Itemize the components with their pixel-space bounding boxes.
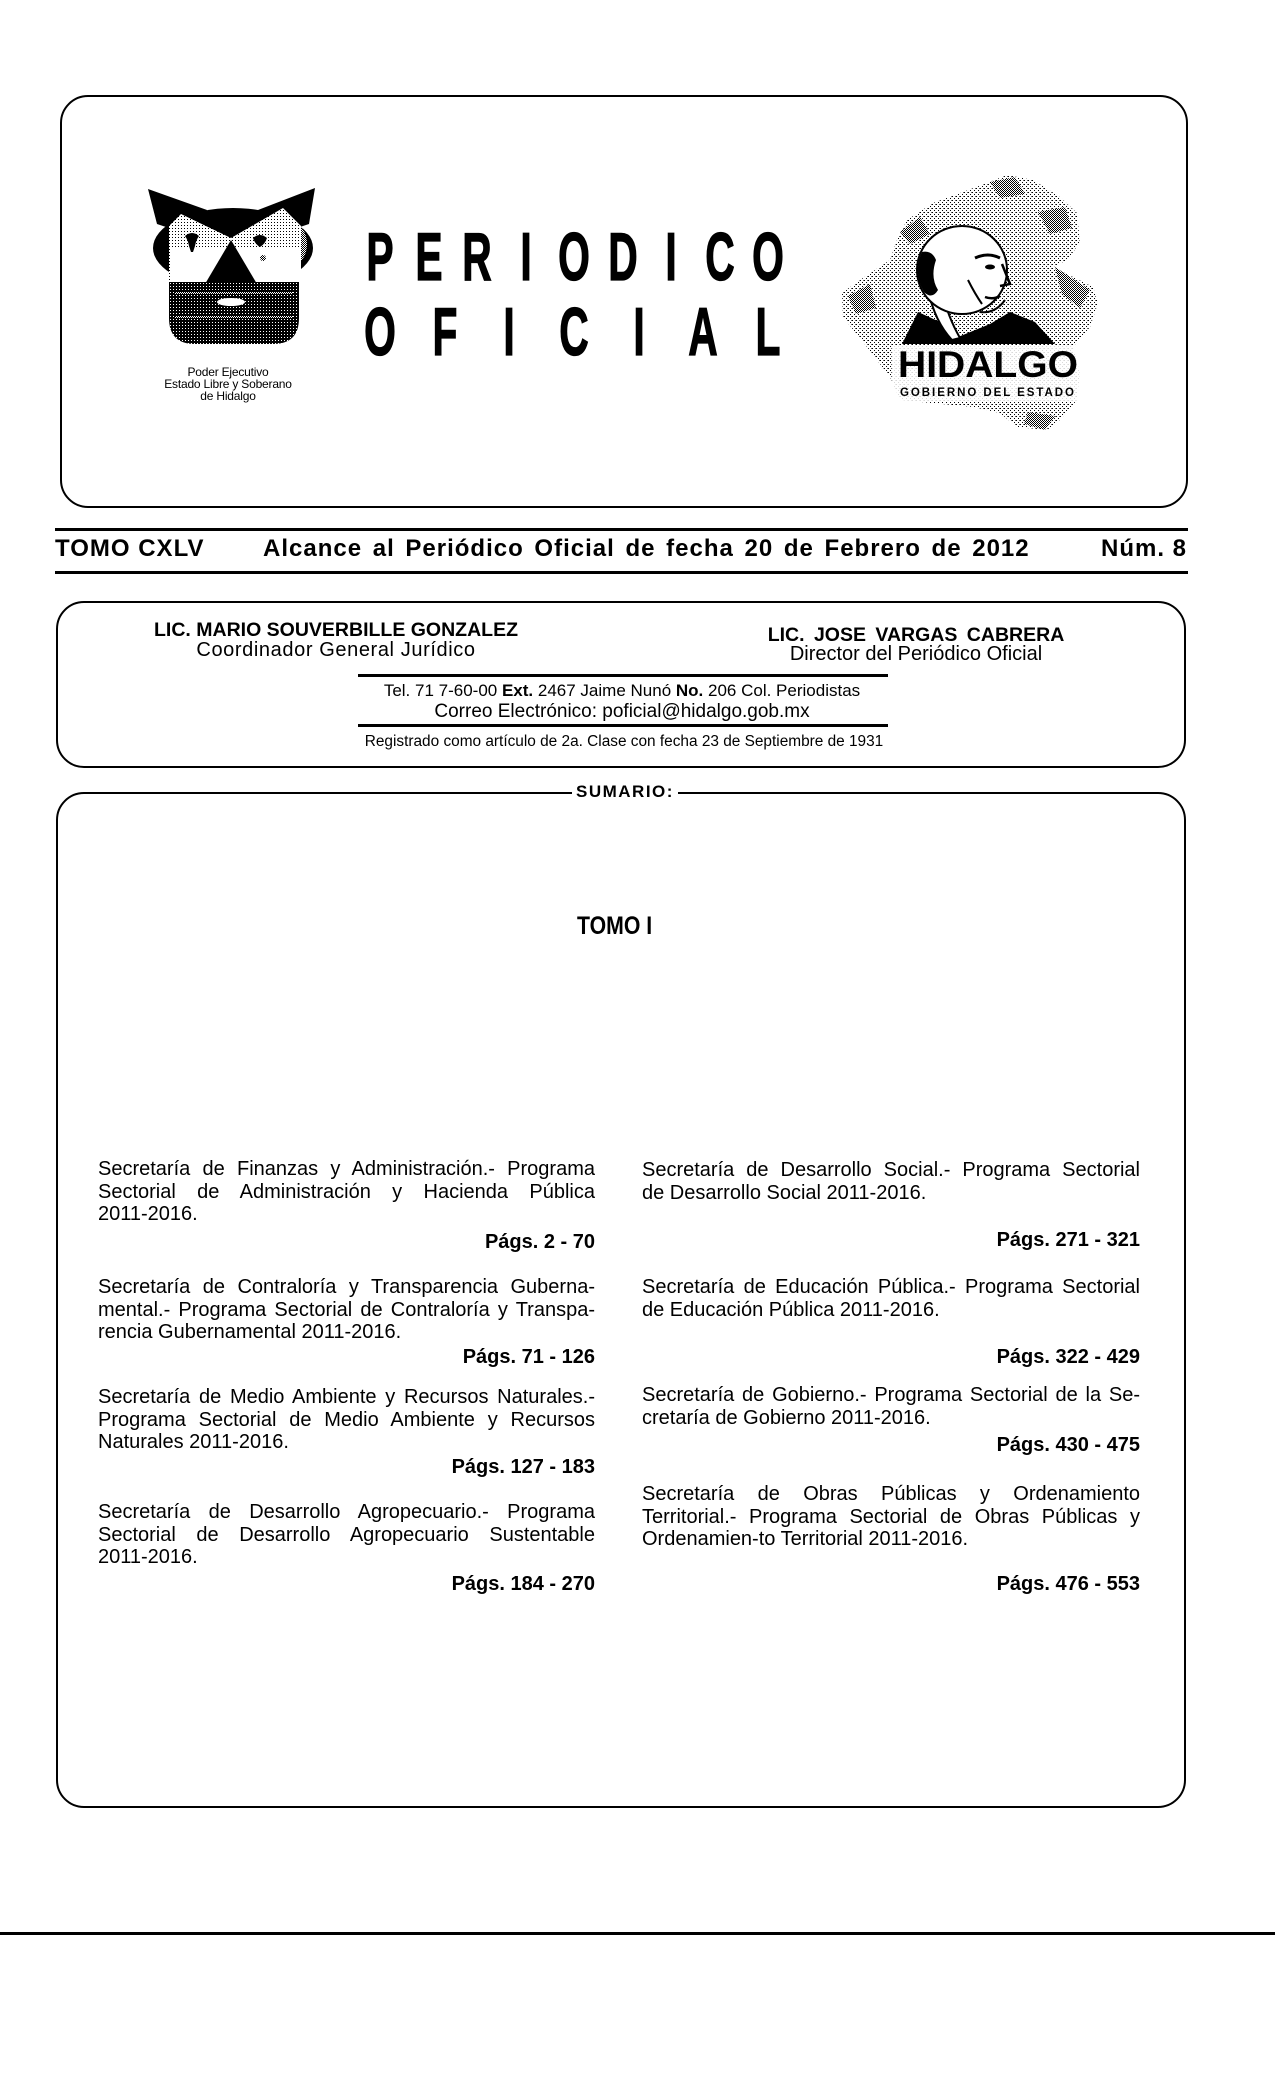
title-letter: O xyxy=(364,294,396,370)
summary-entry xyxy=(642,1276,1140,1321)
page-bottom-rule xyxy=(0,1932,1275,1935)
volume-number: TOMO CXLV xyxy=(55,535,205,562)
title-letter: I xyxy=(665,219,677,295)
email-address: poficial@hidalgo.gob.mx xyxy=(602,701,810,722)
registration-note: Registrado como artículo de 2a. Clase con fecha 23 de Septiembre de 1931 xyxy=(364,733,884,750)
entry-line: Ordenamien-to Territorial 2011-2016. xyxy=(642,1528,969,1551)
contact-bottom-rule xyxy=(358,724,888,727)
summary-entry xyxy=(98,1386,595,1454)
entry-line: Secretaría de Obras Públicas y Ordenamiento xyxy=(642,1483,1140,1505)
official-title-right: Director del Periódico Oficial xyxy=(789,643,1043,665)
entry-pages: Págs. 184 - 270 xyxy=(451,1573,595,1595)
entry-line: Secretaría de Desarrollo Agropecuario.- Programa xyxy=(98,1501,595,1523)
entry-line: Secretaría de Finanzas y Administración.- Programa xyxy=(98,1158,595,1180)
phone-number: Tel. 71 7-60-00 xyxy=(383,681,498,700)
state-coat-of-arms-icon xyxy=(145,186,320,346)
entry-line: de Educación Pública 2011-2016. xyxy=(642,1298,940,1321)
publication-title-line-2 xyxy=(364,294,783,370)
title-letter: I xyxy=(519,219,532,295)
title-letter: F xyxy=(432,294,458,370)
entry-line: 2011-2016. xyxy=(98,1546,198,1569)
emblem-caption-line: Poder Ejecutivo xyxy=(187,365,269,379)
entry-line: Sectorial de Administración y Hacienda Pública xyxy=(98,1180,595,1203)
entry-line: Secretaría de Gobierno.- Programa Sectorial de la Se- xyxy=(642,1384,1140,1406)
title-letter: P xyxy=(366,219,394,295)
entry-line: Secretaría de Educación Pública.- Programa Sectorial xyxy=(642,1276,1140,1298)
official-name-left: LIC. MARIO SOUVERBILLE GONZALEZ xyxy=(154,619,518,641)
summary-entry xyxy=(98,1501,595,1569)
contact-top-rule xyxy=(358,674,888,677)
entry-line: Territorial.- Programa Sectorial de Obras Públicas y xyxy=(642,1505,1140,1528)
publication-title-line-1 xyxy=(365,219,784,295)
summary-entry xyxy=(642,1384,1140,1429)
hidalgo-government-logo-icon xyxy=(840,172,1100,432)
entry-line: Secretaría de Contraloría y Transparencia Guberna- xyxy=(98,1276,595,1298)
entry-line: Secretaría de Medio Ambiente y Recursos Naturales.- xyxy=(98,1386,595,1408)
title-letter: D xyxy=(607,219,638,295)
title-letter: E xyxy=(414,219,443,295)
contact-email-line xyxy=(372,702,872,722)
entry-line: mental.- Programa Sectorial de Contraloría y Transpa- xyxy=(98,1298,595,1321)
volume-heading: TOMO I xyxy=(577,912,653,940)
title-letter: R xyxy=(462,219,492,295)
entry-line: Programa Sectorial de Medio Ambiente y Recursos xyxy=(98,1408,595,1431)
extension-and-street: 2467 Jaime Nunó xyxy=(537,681,672,700)
emblem-caption-line: Estado Libre y Soberano xyxy=(164,377,292,391)
entry-pages: Págs. 271 - 321 xyxy=(996,1229,1140,1251)
summary-entry xyxy=(98,1276,595,1344)
edition-description: Alcance al Periódico Oficial de fecha 20 de Febrero de 2012 xyxy=(263,535,1030,562)
title-letter: I xyxy=(503,294,515,370)
masthead-bottom-rule xyxy=(55,571,1188,574)
logo-name: HIDALGO xyxy=(898,344,1078,385)
emblem-caption-line: de Hidalgo xyxy=(200,389,256,403)
entry-pages: Págs. 127 - 183 xyxy=(451,1456,595,1478)
title-letter: L xyxy=(755,294,781,370)
summary-entry xyxy=(642,1483,1140,1551)
number-and-colony: 206 Col. Periodistas xyxy=(708,681,861,700)
number-label: No. xyxy=(675,681,704,700)
email-label: Correo Electrónico: xyxy=(434,701,598,722)
official-name-right: LIC. JOSE VARGAS CABRERA xyxy=(767,624,1065,646)
entry-line: de Desarrollo Social 2011-2016. xyxy=(642,1181,927,1204)
entry-pages: Págs. 476 - 553 xyxy=(996,1573,1140,1595)
title-letter: I xyxy=(632,294,645,370)
official-title-left: Coordinador General Jurídico xyxy=(196,639,476,661)
entry-line: cretaría de Gobierno 2011-2016. xyxy=(642,1406,931,1429)
entry-line: Secretaría de Desarrollo Social.- Programa Sectorial xyxy=(642,1159,1140,1181)
entry-line: Naturales 2011-2016. xyxy=(98,1431,289,1454)
title-letter: A xyxy=(688,294,719,370)
title-letter: O xyxy=(752,219,784,295)
issue-number: Núm. 8 xyxy=(1100,535,1187,562)
entry-pages: Págs. 2 - 70 xyxy=(484,1231,595,1253)
masthead-top-rule xyxy=(55,528,1188,531)
extension-label: Ext. xyxy=(501,681,534,700)
entry-pages: Págs. 71 - 126 xyxy=(462,1346,595,1368)
summary-entry xyxy=(98,1158,595,1226)
title-letter: C xyxy=(704,219,735,295)
entry-line: Sectorial de Desarrollo Agropecuario Sustentable xyxy=(98,1523,595,1546)
entry-pages: Págs. 430 - 475 xyxy=(996,1434,1140,1456)
contact-phone-line xyxy=(372,681,872,701)
summary-heading: SUMARIO: xyxy=(572,782,678,802)
title-letter: O xyxy=(558,219,590,295)
logo-subtitle: GOBIERNO DEL ESTADO xyxy=(900,387,1074,399)
entry-line: rencia Gubernamental 2011-2016. xyxy=(98,1321,402,1344)
entry-line: 2011-2016. xyxy=(98,1203,198,1226)
summary-entry xyxy=(642,1159,1140,1204)
title-letter: C xyxy=(559,294,589,370)
entry-pages: Págs. 322 - 429 xyxy=(996,1346,1140,1368)
